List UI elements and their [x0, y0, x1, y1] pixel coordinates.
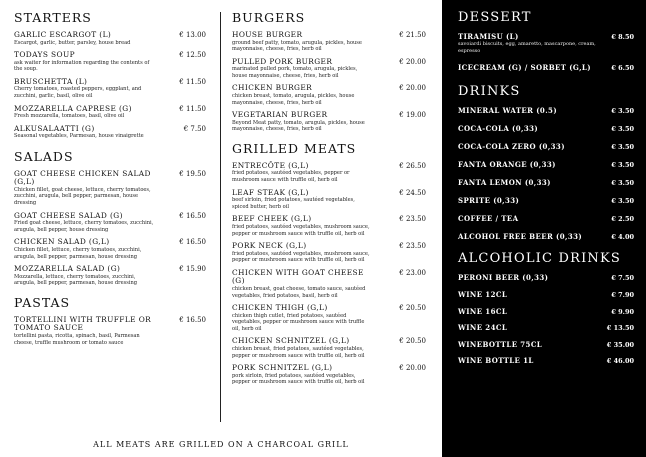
menu-item-row [14, 105, 206, 114]
menu-item [458, 215, 634, 223]
menu-item-row [458, 143, 634, 151]
menu-item-name: ALCOHOL FREE BEER (0,33) [458, 232, 583, 242]
menu-item-row [232, 31, 426, 40]
menu-item-row [232, 304, 426, 313]
salads-list [14, 170, 206, 287]
menu-item-row [232, 364, 426, 373]
menu-item-name: MOZZARELLA CAPRESE (G) [14, 103, 132, 113]
menu-item-row [458, 107, 634, 115]
menu-item-row [14, 316, 206, 333]
menu-item-name: COCA-COLA ZERO (0,33) [458, 142, 565, 152]
section-title-grilled-meats: GRILLED MEATS [232, 140, 357, 156]
menu-item-name: BEEF CHEEK (G,L) [232, 214, 312, 224]
menu-item-name: ENTRECÔTE (G,L) [232, 160, 309, 170]
dessert-list [458, 33, 634, 72]
menu-item-description: fried potatoes, sautéed vegetables, mushroom sauce, pepper or mushroom sauce with truffle oil, herb oil [232, 250, 370, 264]
menu-item-name: CHICKEN SALAD (G,L) [14, 237, 110, 247]
menu-item-price: € 21.50 [399, 31, 426, 39]
menu-item-price: € 24.50 [399, 188, 426, 197]
section-title-pastas: PASTAS [14, 294, 71, 310]
menu-item-price: € 19.00 [399, 111, 426, 120]
menu-item-description: Fresh mozzarella, tomatoes, basil, olive oil [14, 113, 125, 120]
menu-item-price: € 26.50 [399, 161, 426, 170]
menu-item-name: TIRAMISU (L) [458, 32, 519, 41]
menu-item [232, 162, 426, 184]
menu-item-row [458, 291, 634, 299]
menu-item-row [232, 269, 426, 286]
menu-item-row [14, 31, 206, 40]
menu-item-name: PULLED PORK BURGER [232, 56, 333, 66]
menu-item [458, 324, 634, 332]
menu-item-name: PORK SCHNITZEL (G,L) [232, 363, 333, 373]
menu-item-price: € 6.50 [611, 64, 634, 73]
menu-item-price: € 4.00 [611, 233, 634, 242]
starters-list [14, 31, 206, 140]
menu-item-name: PERONI BEER (0,33) [458, 273, 549, 283]
menu-item [458, 64, 634, 72]
menu-item-name: SPRITE (0,33) [458, 196, 520, 206]
menu-item-description: beef sirloin, fried potatoes, sautéed vegetables, spiced butter, herb oil [232, 197, 355, 210]
menu-item-price: € 46.00 [606, 357, 634, 366]
menu-item-name: PORK NECK (G,L) [232, 241, 307, 251]
menu-item [232, 111, 426, 133]
menu-item [14, 78, 206, 100]
menu-item-row [458, 274, 634, 282]
menu-item [458, 357, 634, 365]
menu-item-name: CHICKEN WITH GOAT CHEESE (G) [232, 267, 364, 286]
menu-item-row [232, 111, 426, 120]
menu-item-description: chicken breast, goat cheese, tomato sauce, sautéed vegetables, fried potatoes, basil, herb oil [232, 285, 366, 299]
menu-item-price: € 3.50 [611, 179, 634, 188]
middle-column [222, 0, 434, 391]
menu-item [14, 316, 206, 346]
menu-item [14, 51, 206, 73]
menu-item [14, 31, 206, 46]
menu-item-price: € 3.50 [611, 143, 634, 152]
menu-item-row [14, 238, 206, 247]
menu-item [458, 291, 634, 299]
menu-item-price: € 23.50 [399, 242, 426, 251]
menu-item-row [458, 308, 634, 316]
menu-item [458, 341, 634, 349]
menu-item-name: BRUSCHETTA (L) [14, 76, 88, 86]
menu-item [458, 274, 634, 282]
menu-item-price: € 20.00 [399, 57, 426, 66]
menu-item-name: FANTA LEMON (0,33) [458, 178, 551, 188]
menu-item-description: fried potatoes, sautéed vegetables, mushroom sauce, pepper or mushroom sauce with truffle oil, herb oil [232, 223, 370, 237]
menu-item-description: ask waiter for information regarding the contents of the soup. [14, 59, 150, 73]
menu-item-name: CHICKEN THIGH (G,L) [232, 303, 328, 313]
menu-item-price: € 16.50 [179, 211, 206, 220]
menu-item-name: HOUSE BURGER [232, 30, 303, 39]
menu-item-name: LEAF STEAK (G,L) [232, 187, 309, 197]
menu-item [458, 125, 634, 133]
menu-item-name: ALKUSALAATTI (G) [14, 123, 95, 133]
menu-item-row [458, 233, 634, 241]
menu-item-name: TORTELLINI WITH TRUFFLE OR TOMATO SAUCE [14, 314, 152, 333]
section-title-drinks: DRINKS [458, 84, 521, 100]
menu-item-name: WINE 16CL [458, 306, 508, 316]
menu-item [458, 197, 634, 205]
menu-item-row [458, 125, 634, 133]
menu-item-name: CHICKEN BURGER [232, 83, 313, 93]
menu-item-row [458, 64, 634, 72]
menu-item-description: pork sirloin, fried potatoes, sautéed vegetables, pepper or mushroom sauce with truffle oil, herb oil [232, 372, 365, 386]
drinks-panel [442, 0, 646, 457]
menu-item-price: € 11.50 [179, 77, 206, 86]
menu-item-row [14, 265, 206, 274]
menu-item-price: € 2.50 [611, 215, 634, 224]
menu-item [458, 179, 634, 187]
menu-item-name: CHICKEN SCHNITZEL (G,L) [232, 336, 350, 346]
menu-item-price: € 3.50 [611, 197, 634, 206]
menu-item-name: WINE 24CL [458, 323, 508, 333]
menu-item [232, 242, 426, 264]
menu-item [232, 215, 426, 237]
menu-item-row [458, 179, 634, 187]
menu-item-description: marinated pulled pork, tomato, arugula, pickles, house mayonnaise, cheese, fries, herb oil [232, 66, 358, 79]
section-title-dessert: DESSERT [458, 10, 532, 25]
menu-item-row [458, 341, 634, 349]
menu-item-price: € 23.50 [399, 215, 426, 224]
menu-item [14, 105, 206, 120]
left-column [0, 0, 218, 351]
menu-item-price: € 20.50 [399, 337, 426, 346]
menu-item [232, 269, 426, 299]
menu-item [458, 161, 634, 169]
menu-item [232, 31, 426, 53]
menu-item-description: Escargot, garlic, butter, parsley, house bread [14, 39, 131, 46]
menu-item-price: € 9.90 [611, 307, 634, 316]
menu-item [232, 304, 426, 332]
menu-item-description: fried potatoes, sautéed vegetables, pepper or mushroom sauce with truffle oil, herb oil [232, 170, 350, 184]
menu-item [232, 189, 426, 211]
menu-item-price: € 20.50 [399, 304, 426, 313]
menu-item-name: GARLIC ESCARGOT (L) [14, 30, 112, 39]
menu-item-row [14, 78, 206, 87]
menu-item-description: chicken breast, fried potatoes, sautéed vegetables, pepper or mushroom sauce with truffle oil, herb oil [232, 345, 365, 359]
menu-item [458, 143, 634, 151]
menu-item-row [232, 189, 426, 198]
menu-item-description: Chicken fillet, goat cheese, lettuce, cherry tomatoes, zucchini, arugula, bell pepper, parmesan, house dressing [14, 186, 151, 207]
section-title-salads: SALADS [14, 148, 74, 164]
menu-item-row [14, 170, 206, 187]
menu-item [14, 212, 206, 234]
menu-item-row [232, 84, 426, 93]
menu-item-price: € 20.00 [399, 364, 426, 373]
menu-item-row [232, 215, 426, 224]
menu-item-name: TODAYS SOUP [14, 50, 75, 60]
menu-item-price: € 35.00 [606, 340, 634, 349]
menu-item-description: tortellini pasta, ricotta, spinach, basil, Parmesan cheese, truffle mushroom or tomato sauce [14, 332, 140, 346]
menu-item-description: Seasonal vegetables, Parmesan, house vinaigrette [14, 133, 144, 140]
footer-note: ALL MEATS ARE GRILLED ON A CHARCOAL GRILL [93, 440, 349, 449]
menu-item-name: WINE BOTTLE 1L [458, 356, 534, 366]
menu-item-row [458, 215, 634, 223]
menu-item-price: € 11.50 [179, 104, 206, 113]
menu-item-row [14, 51, 206, 60]
menu-item-price: € 7.90 [611, 291, 634, 300]
menu-item [14, 125, 206, 140]
pastas-list [14, 316, 206, 346]
menu-item [458, 308, 634, 316]
menu-item [232, 58, 426, 80]
menu-item-price: € 7.50 [611, 274, 634, 283]
menu-item-row [458, 197, 634, 205]
menu-item-row [232, 58, 426, 67]
menu-item-price: € 16.50 [179, 315, 206, 324]
menu-item-name: FANTA ORANGE (0,33) [458, 160, 556, 170]
menu-item-price: € 3.50 [611, 125, 634, 134]
menu-item-name: WINE 12CL [458, 290, 508, 300]
menu-item-price: € 20.00 [399, 84, 426, 93]
menu-item-name: COFFEE / TEA [458, 214, 519, 224]
menu-item-row [232, 337, 426, 346]
menu-item-price: € 3.50 [611, 107, 634, 116]
menu-item-price: € 12.50 [179, 51, 206, 60]
section-title-burgers: BURGERS [232, 10, 306, 25]
section-title-starters: STARTERS [14, 10, 92, 25]
menu-item-description: Mozzarella, lettuce, cherry tomatoes, zucchini, arugula, bell pepper, parmesan, house dressing [14, 273, 138, 287]
section-title-alcoholic-drinks: ALCOHOLIC DRINKS [458, 251, 622, 267]
menu-item-price: € 23.00 [399, 268, 426, 277]
menu-item-price: € 8.50 [611, 33, 634, 41]
menu-item-description: savoiardi biscuits, egg, amaretto, mascarpone, cream, espresso [458, 41, 596, 54]
menu-item-row [458, 324, 634, 332]
menu-item-description: Beyond Meat patty, tomato, arugula, pickles, house mayonnaise, cheese, fries, herb oil [232, 119, 365, 133]
menu-item-name: VEGETARIAN BURGER [232, 110, 328, 120]
menu-item-price: € 13.00 [179, 31, 206, 39]
menu-item-price: € 15.90 [179, 265, 206, 274]
menu-item-description: Cherry tomatoes, roasted peppers, eggplant, and zucchini, garlic, basil, olive oil [14, 86, 142, 99]
menu-item-description: Fried goat cheese, lettuce, cherry tomatoes, zucchini, arugula, bell pepper, house dressing [14, 220, 154, 233]
column-divider [220, 12, 221, 422]
menu-item-name: MOZZARELLA SALAD (G) [14, 264, 121, 274]
menu-item-row [232, 242, 426, 251]
alcoholic-list [458, 274, 634, 365]
drinks-list [458, 107, 634, 241]
menu-item [14, 265, 206, 287]
menu-item-description: ground beef patty, tomato, arugula, pickles, house mayonnaise, cheese, fries, herb oil [232, 39, 362, 53]
menu-item-row [14, 212, 206, 221]
menu-item [458, 33, 634, 54]
menu-item-name: MINERAL WATER (0.5) [458, 106, 558, 116]
menu-item [14, 170, 206, 207]
menu-item [458, 107, 634, 115]
menu-item-name: COCA-COLA (0,33) [458, 124, 539, 134]
menu-item [14, 238, 206, 260]
menu-item-row [458, 357, 634, 365]
menu-item-description: chicken thigh cutlet, fried potatoes, sautéed vegetables, pepper or mushroom sauce with truffle oil, herb oil [232, 312, 365, 332]
menu-item [232, 364, 426, 386]
menu-item-name: GOAT CHEESE CHICKEN SALAD (G,L) [14, 168, 151, 187]
menu-item-price: € 16.50 [179, 238, 206, 247]
menu-item-row [458, 33, 634, 41]
burgers-list [232, 31, 426, 133]
menu-item-price: € 13.50 [606, 324, 634, 333]
menu-item-description: Chicken fillet, lettuce, cherry tomatoes, zucchini, arugula, bell pepper, parmesan, house dressing [14, 246, 142, 260]
menu-item-price: € 3.50 [611, 161, 634, 170]
menu-item [232, 337, 426, 359]
menu-item-price: € 19.50 [179, 169, 206, 178]
grilled-list [232, 162, 426, 386]
menu-item-name: WINEBOTTLE 75CL [458, 339, 543, 349]
menu-item-row [458, 161, 634, 169]
menu-item-name: ICECREAM (G) / SORBET (G,L) [458, 63, 591, 73]
menu-item [458, 233, 634, 241]
menu-item-price: € 7.50 [183, 124, 206, 133]
menu-item-name: GOAT CHEESE SALAD (G) [14, 210, 123, 220]
menu-item-description: chicken breast, tomato, arugula, pickles, house mayonnaise, cheese, fries, herb oil [232, 92, 355, 106]
menu-item-row [14, 125, 206, 134]
menu-item [232, 84, 426, 106]
